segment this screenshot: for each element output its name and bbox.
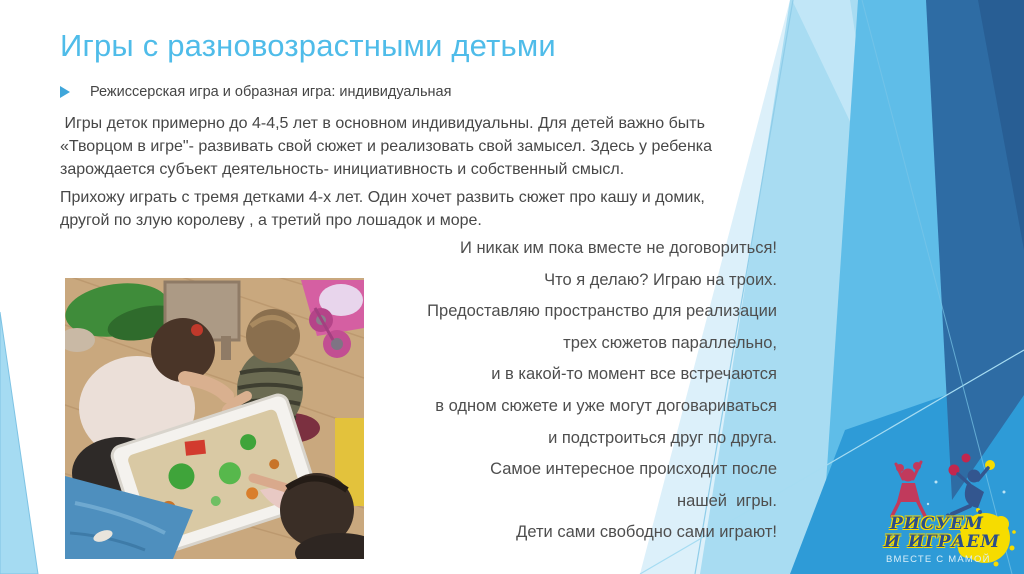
- corner-triangle-decoration: [0, 312, 38, 574]
- photo-children-sand-tray: [65, 278, 364, 559]
- logo-child-on-ball-icon: [946, 468, 989, 519]
- right-text-line: нашей игры.: [677, 491, 777, 510]
- logo-text-igraem: И ИГРАЕМ: [884, 532, 1001, 552]
- page-title: Игры с разновозрастными детьми: [60, 28, 556, 63]
- logo-text-vmeste-s-mamoy: ВМЕСТЕ С МАМОЙ: [886, 554, 991, 565]
- paragraph-line: Прихожу играть с тремя детками 4-х лет. Один хочет развить сюжет про кашу и домик,: [60, 189, 705, 206]
- right-text-line: И никак им пока вместе не договориться!: [460, 239, 777, 257]
- bullet-item-label: Режиссерская игра и образная игра: индивидуальная: [90, 84, 452, 100]
- paragraph-individual-play: [60, 112, 712, 181]
- right-text-line: Самое интересное происходит после: [490, 460, 777, 479]
- paragraph-line: другой по злую королеву , а третий про лошадок и море.: [60, 212, 482, 229]
- right-text-line: Что я делаю? Играю на троих.: [544, 270, 777, 289]
- paragraph-line: Игры деток примерно до 4-4,5 лет в основном индивидуальны. Для детей важно быть: [60, 115, 705, 132]
- right-text-line: в одном сюжете и уже могут договариваться: [435, 396, 777, 415]
- photo-illustration: [65, 278, 364, 559]
- paragraph-line: «Творцом в игре"- развивать свой сюжет и реализовать свой замысел. Здесь у ребенка: [60, 138, 713, 155]
- logo-girl-icon: [892, 462, 925, 516]
- right-text-line: Дети сами свободно сами играют!: [516, 523, 777, 542]
- bullet-triangle-icon: [60, 86, 70, 98]
- logo-text-risuem: РИСУЕМ: [890, 514, 984, 534]
- bullet-item: [60, 84, 451, 100]
- right-text-line: трех сюжетов параллельно,: [563, 333, 777, 352]
- right-text-line: и в какой-то момент все встречаются: [491, 365, 777, 384]
- paragraph-three-kids: [60, 186, 705, 232]
- logo-risuem-igraem: [884, 452, 1020, 572]
- right-text-line: Предоставляю пространство для реализации: [427, 302, 777, 321]
- right-text-line: и подстроиться друг по друга.: [548, 428, 777, 447]
- logo-red-ball-small-icon: [962, 454, 971, 463]
- right-aligned-text-block: [427, 233, 777, 549]
- paragraph-line: зарождается субъект деятельность- инициативность и собственный смысл.: [60, 161, 625, 178]
